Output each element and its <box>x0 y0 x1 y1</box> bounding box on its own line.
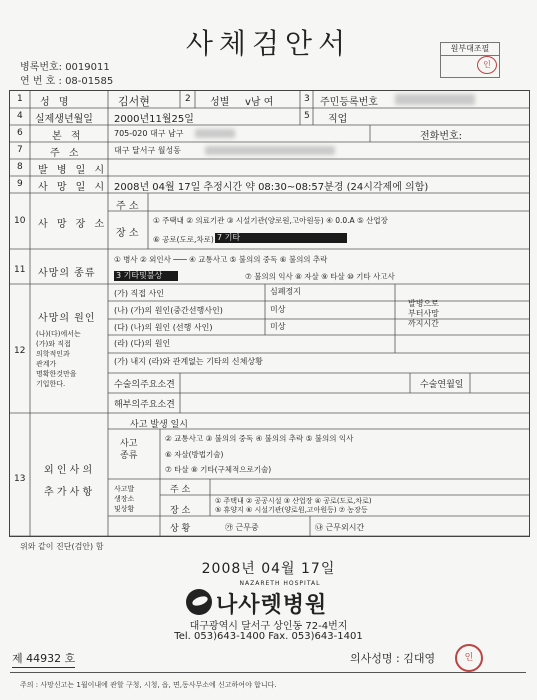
row7-number: 7 <box>17 145 23 155</box>
cause-a-value: 심폐정지 <box>270 287 301 296</box>
death-type-label: 사망의 종류 <box>38 268 96 279</box>
other-conditions-label: (가) 내지 (라)와 관계없는 기타의 신체상황 <box>114 357 263 366</box>
autopsy-findings-label: 해부의주요소견 <box>114 400 175 410</box>
name-value: 김서현 <box>118 95 150 108</box>
certificate-form-table <box>9 90 530 537</box>
row8-number: 8 <box>17 162 23 172</box>
redacted-domicile <box>195 129 235 138</box>
domicile-label: 본 적 <box>52 131 84 142</box>
row11-number: 11 <box>14 265 26 275</box>
onset-to-death-label: 발병으로 부터사망 까지시간 <box>408 299 439 328</box>
redacted-resident-id <box>395 94 475 105</box>
accident-place-options-1: ① 주택내 ② 공공시설 ③ 산업장 ④ 공로(도로,차로) <box>215 497 372 505</box>
filing-notice: 주의 : 사망신고는 1월이내에 관할 구청, 시청, 읍, 면,동사무소에 신고하여야 합니다. <box>20 681 277 689</box>
death-datetime-value: 2008년 04월 17일 추정시간 약 08:30~08:57분경 (24시각제에 의함) <box>114 182 429 193</box>
surgery-date-label: 수술연월일 <box>420 380 464 390</box>
row12-number: 12 <box>14 346 26 356</box>
row4-number: 4 <box>17 111 23 121</box>
death-place-location-label: 장 소 <box>116 228 139 239</box>
row5-number: 5 <box>304 111 310 121</box>
sex-label: 성별 <box>210 97 230 108</box>
issue-date: 2008년 04월 17일 <box>201 561 336 577</box>
domicile-value: 705-020 대구 남구 <box>114 129 184 138</box>
sex-value: v남 여 <box>245 97 274 108</box>
situation-label: 상 황 <box>170 524 191 534</box>
accident-type-options-1: ② 교통사고 ③ 불의의 중독 ④ 불의의 추락 ⑤ 불의의 익사 <box>165 434 354 443</box>
occupation-label: 직업 <box>328 114 348 125</box>
accident-type-label: 사고 종류 <box>120 439 138 461</box>
death-type-selected: 3 기타및불상 <box>114 271 178 281</box>
cause-b-label: (나) (가)의 원인(중간선행사인) <box>114 306 223 315</box>
footer-divider <box>10 672 526 673</box>
situation-on-duty: ㉮ 근무중 <box>225 523 259 532</box>
death-type-options-line1: ① 병사 ② 외인사 ─── ④ 교통사고 ⑤ 불의의 중독 ⑥ 불의의 추락 <box>114 255 328 264</box>
address-label: 주 소 <box>50 148 82 159</box>
external-cause-label-1: 외 인 사 의 <box>44 465 93 476</box>
cause-c-value: 미상 <box>270 322 286 331</box>
accident-place-options-2: ⑤ 휴양지 ⑥ 시설기관(양로원,고아원등) ⑦ 농장등 <box>215 506 368 514</box>
death-place-selected: 7 기타 <box>215 233 347 243</box>
doctor-name: 의사성명 : 김대영 <box>350 652 436 665</box>
row10-number: 10 <box>14 216 26 226</box>
serial-number: 연 번 호 : 08-01585 <box>20 76 114 87</box>
hospital-logo-icon <box>186 589 212 615</box>
cause-b-value: 미상 <box>270 305 286 314</box>
accident-address-label: 주 소 <box>170 485 191 495</box>
accident-type-options-2: ⑥ 자살(방법기술) <box>165 450 224 459</box>
certificate-number: 제 44932 호 <box>12 650 75 668</box>
patient-number: 병록번호: 0019011 <box>20 62 110 73</box>
row3-number: 3 <box>304 94 310 104</box>
death-place-label: 사 망 장 소 <box>38 219 108 230</box>
address-value: 대구 달서구 월성동 <box>114 146 181 155</box>
death-cause-label: 사망의 원인 <box>38 313 96 324</box>
cause-a-label: (가) 직접 사인 <box>114 289 164 298</box>
hospital-english-name: NAZARETH HOSPITAL <box>239 580 321 587</box>
name-label: 성 명 <box>40 97 72 108</box>
death-type-options-line2: ⑦ 불의의 익사 ⑧ 자살 ⑨ 타살 ⑩ 기타 사고사 <box>245 272 395 281</box>
hospital-korean-name: 나사렛병원 <box>216 593 328 618</box>
surgery-findings-label: 수술의주요소견 <box>114 380 175 390</box>
cause-d-label: (라) (다)의 원인 <box>114 339 171 348</box>
resident-id-label: 주민등록번호 <box>320 97 378 108</box>
external-cause-label-2: 추 가 사 항 <box>44 487 93 498</box>
confirmation-note: 위와 같이 진단(검안) 함 <box>20 542 104 551</box>
hospital-logo-block <box>190 580 370 618</box>
birthdate-value: 2000년11월25일 <box>114 114 194 125</box>
verification-stamp-box <box>440 42 500 78</box>
situation-off-duty: ㉯ 근무외시간 <box>315 523 365 532</box>
death-place-address-label: 주 소 <box>116 201 139 212</box>
row6-number: 6 <box>17 128 23 138</box>
accident-place-label: 사고발 생장소 및상황 <box>114 485 135 513</box>
birthdate-label: 실제생년월일 <box>35 114 93 125</box>
death-datetime-label: 사 망 일 시 <box>38 182 108 193</box>
hospital-contact: Tel. 053)643-1400 Fax. 053)643-1401 <box>174 631 363 642</box>
redacted-address <box>205 146 335 155</box>
stamp-header: 원부대조필 <box>441 43 499 56</box>
hospital-address: 대구광역시 달서구 상인동 72-4번지 <box>189 621 348 632</box>
row1-number: 1 <box>17 94 23 104</box>
row2-number: 2 <box>185 94 191 104</box>
doctor-seal: 인 <box>455 644 483 672</box>
accident-location-label: 장 소 <box>170 506 191 516</box>
death-cause-instructions: (나)(다)에서는 (가)와 직접 의학적인과 관계가 명확한것만을 기입한다. <box>36 330 81 388</box>
row9-number: 9 <box>17 179 23 189</box>
death-place-options-line2: ⑥ 공로(도로,차로) <box>153 235 214 244</box>
stamp-seal: 인 <box>477 56 497 74</box>
cause-c-label: (다) (나)의 원인 (선행 사인) <box>114 323 213 332</box>
document-title: 사체검안서 <box>185 27 352 60</box>
row13-number: 13 <box>14 474 26 484</box>
death-place-options-line1: ① 주택내 ② 의료기관 ③ 시설기관(양로원,고아원등) ④ 0.0.A ⑤ 산업장 <box>153 216 388 225</box>
phone-label: 전화번호: <box>420 131 463 142</box>
onset-date-label: 발 병 일 시 <box>38 165 108 176</box>
accident-datetime-label: 사고 발생 일시 <box>130 420 188 430</box>
accident-type-options-3: ⑦ 타살 ⑧ 기타(구체적으로기술) <box>165 465 272 474</box>
